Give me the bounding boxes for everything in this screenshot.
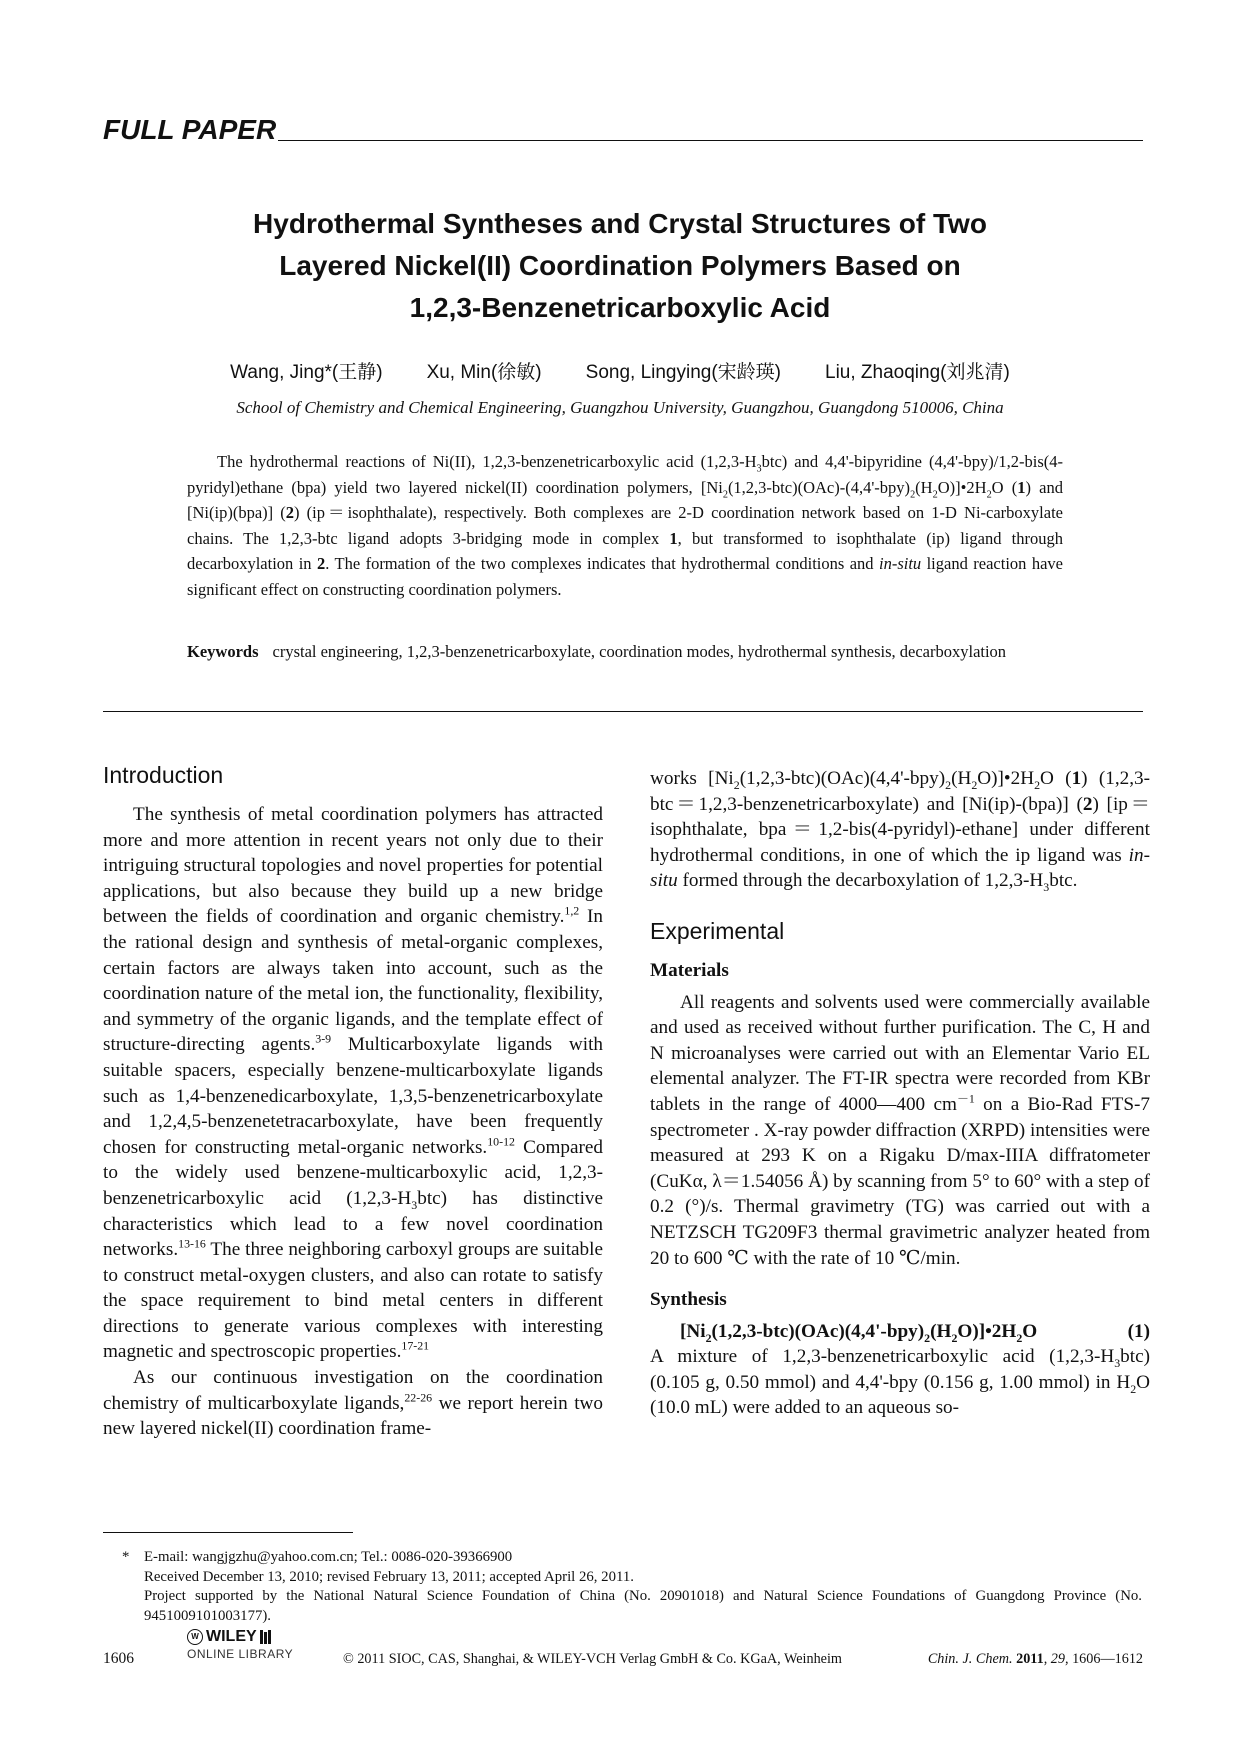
header-rule xyxy=(278,140,1143,141)
left-column xyxy=(103,760,603,1442)
wiley-mark-icon: W xyxy=(187,1629,203,1645)
materials-paragraph: All reagents and solvents used were commercially available and used as received without further purification. The C, H and N microanalyses were carried out with an Elementar Vario EL elemental analyzer. The FT-IR spectra were recorded from KBr tablets in the range of 4000—400 $cm^{-1}$ on a Bio-Rad FTS-7 spectrometer . X-ray powder diffraction (XRPD) intensities were measured at 293 K on a Rigaku D/max-IIIA diffratometer (CuKα, λ＝1.54056 Å) by scanning from 5° to 60° with a step of 0.2 (°)/s. Thermal gravimetry (TG) was carried out with a NETZSCH TG209F3 thermal gravimetric analyzer heated from 20 to 600 ℃ with the rate of 10 ℃/min. xyxy=(650,991,1150,1269)
abstract-divider xyxy=(103,711,1143,712)
title-line: 1,2,3-Benzenetricarboxylic Acid xyxy=(409,292,831,323)
introduction-heading: Introduction xyxy=(103,762,224,788)
intro-paragraph: As our continuous investigation on the coordination chemistry of multicarboxylate ligands,$^{22-26}$ we report herein two new layered nickel(II) coordination frame- xyxy=(103,1367,603,1440)
running-header xyxy=(103,112,1143,144)
keywords xyxy=(187,639,1063,665)
intro-continuation: works $[Ni_2(1,2,3-btc)(OAc)(4,4'-bpy)_2(H_2O)]•2H_2O$ (1) (1,2,3-btc＝1,2,3-benzenetricarboxylate) and [Ni(ip)-(bpa)] (2) [ip＝isophthalate, bpa＝1,2-bis(4-pyridyl)-ethane] under different hydrothermal conditions, in one of which the ip ligand was in-situ formed through the decarboxylation of $1,2,3-H_3btc$. xyxy=(650,768,1151,895)
title-line: Hydrothermal Syntheses and Crystal Structures of Two xyxy=(253,208,987,239)
experimental-heading: Experimental xyxy=(650,917,785,944)
synthesis-heading: Synthesis xyxy=(650,1289,727,1311)
intro-paragraph: The synthesis of metal coordination polymers has attracted more and more attention in recent years not only due to their intriguing structural topologies and novel properties for potential applications, but also because they build up a new bridge between the fields of coordination and organic chemistry.$^{1,2}$ In the rational design and synthesis of metal-organic complexes, certain factors are always taken into account, such as the coordination nature of the metal ion, the functionality, flexibility, and symmetry of the organic ligands, and the template effect of structure-directing agents.$^{3-9}$ Multicarboxylate ligands with suitable spacers, especially benzene-multicarboxylate ligands such as 1,4-benzenedicarboxylate, 1,3,5-benzenetricarboxylate and 1,2,4,5-benzenetetracarboxylate, have been frequently chosen for constructing metal-organic networks.$^{10-12}$ Compared to the widely used benzene-multicarboxylic acid, 1,2,3-benzenetricarboxylic acid $(1,2,3-H_3btc)$ has distinctive characteristics which lead to a few novel coordination networks.$^{13-16}$ The three neighboring carboxyl groups are suitable to construct metal-oxygen clusters, and also can rotate to satisfy the space requirement to bind metal centers in different directions to generate various complexes with interesting magnetic and spectroscopic properties.$^{17-21}$ xyxy=(103,804,604,1363)
copyright: © 2011 SIOC, CAS, Shanghai, & WILEY-VCH Verlag GmbH & Co. KGaA, Weinheim xyxy=(343,1651,842,1667)
right-column xyxy=(650,766,1150,1421)
author: Liu, Zhaoqing(刘兆清) xyxy=(825,362,1010,383)
book-stack-icon xyxy=(260,1630,271,1644)
keywords-text: crystal engineering, 1,2,3-benzenetricarboxylate, coordination modes, hydrothermal synthesis, decarboxylation xyxy=(272,642,1007,661)
author: Song, Lingying(宋龄瑛) xyxy=(585,362,782,383)
footnote-rule xyxy=(103,1532,353,1533)
footnotes xyxy=(122,1548,1142,1626)
footnote-dates: Received December 13, 2010; revised February 13, 2011; accepted April 26, 2011. xyxy=(144,1568,634,1585)
page-footer xyxy=(103,1618,1143,1668)
affiliation: School of Chemistry and Chemical Engineering, Guangzhou University, Guangzhou, Guangdong 510006, China xyxy=(236,398,1004,417)
author: Wang, Jing*(王静) xyxy=(230,362,383,383)
footnote-email: * E-mail: wangjgzhu@yahoo.com.cn; Tel.: 0086-020-39366900 xyxy=(122,1549,513,1565)
materials-heading: Materials xyxy=(650,959,729,981)
author-list xyxy=(100,357,1140,384)
page-number: 1606 xyxy=(103,1650,134,1667)
wiley-logo: W WILEY ONLINE LIBRARY xyxy=(187,1628,294,1661)
footnote-funding: Project supported by the National Natural Science Foundation of China (No. 20901018) and Natural Science Foundations of Guangdong Province (No. 9451009101003177). xyxy=(144,1588,1142,1624)
section-label: FULL PAPER xyxy=(103,114,277,145)
synthesis-paragraph: A mixture of 1,2,3-benzenetricarboxylic acid $(1,2,3-H_3btc)$ (0.105 g, 0.50 mmol) and 4,4'-bpy (0.156 g, 1.00 mmol) in $H_2O$ (10.0 mL) were added to an aqueous so- xyxy=(650,1346,1150,1419)
paper-title xyxy=(180,203,1060,329)
author: Xu, Min(徐敏) xyxy=(426,362,542,383)
compound-heading: $[Ni_2(1,2,3-btc)(OAc)(4,4'-bpy)_2(H_2O)]•2H_2O$ (1) xyxy=(680,1320,1150,1345)
keywords-label: Keywords xyxy=(187,642,259,661)
journal-citation: Chin. J. Chem. 2011, 29, 1606—1612 xyxy=(927,1651,1143,1667)
abstract: The hydrothermal reactions of Ni(II), 1,2,3-benzenetricarboxylic acid $(1,2,3-H_3btc)$ and 4,4'-bipyridine (4,4'-bpy)/1,2-bis(4-pyridyl)ethane (bpa) yield two layered nickel(II) coordination polymers, $[Ni_2(1,2,3-btc)(OAc)-(4,4'-bpy)_2(H_2O)]•2H_2O$ (1) and [Ni(ip)(bpa)] (2) (ip＝isophthalate), respectively. Both complexes are 2-D coordination network based on 1-D Ni-carboxylate chains. The 1,2,3-btc ligand adopts 3-bridging mode in complex 1, but transformed to isophthalate (ip) ligand through decarboxylation in 2. The formation of the two complexes indicates that hydrothermal conditions and in-situ ligand reaction have significant effect on constructing coordination polymers. xyxy=(187,452,1063,599)
title-line: Layered Nickel(II) Coordination Polymers Based on xyxy=(279,250,961,281)
